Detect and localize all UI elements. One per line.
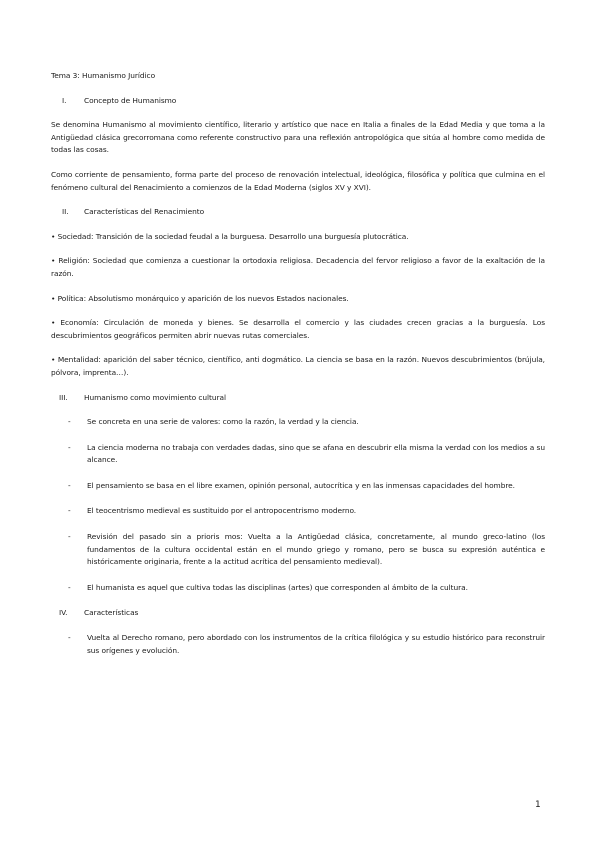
list-item-text: El teocentrismo medieval es sustituido por el antropocentrismo moderno. [87, 506, 357, 516]
section-title: Humanismo como movimiento cultural [84, 392, 226, 402]
dash-marker: - [68, 532, 71, 542]
list-item-text: Se concreta en una serie de valores: como la razón, la verdad y la ciencia. [87, 417, 359, 427]
document-body [51, 70, 545, 670]
section-number: IV. [59, 608, 68, 618]
dash-marker: - [68, 417, 71, 427]
list-item-text: Vuelta al Derecho romano, pero abordado con los instrumentos de la crítica filológica y su estudio histórico para reconstruir sus orígenes y evolución. [87, 633, 545, 655]
section-title: Concepto de Humanismo [84, 95, 177, 105]
dash-marker: - [68, 480, 71, 490]
list-item [51, 582, 545, 595]
paragraph: Se denomina Humanismo al movimiento científico, literario y artístico que nace en Italia a finales de la Edad Media y que toma a la Antigüedad clásica grecorromana como referente constructivo para una reflexión antropológica que sitúa al hombre como medida de todas las cosas. [51, 120, 545, 155]
list-item [51, 505, 545, 518]
section-number: I. [62, 95, 67, 105]
dash-marker: - [68, 442, 71, 452]
document-title: Tema 3: Humanismo Jurídico [51, 71, 156, 80]
section-title: Características [84, 608, 139, 618]
bullet-item: • Sociedad: Transición de la sociedad feudal a la burguesa. Desarrollo una burguesía plutocrática. [51, 231, 409, 241]
section-heading-4 [51, 607, 545, 620]
paragraph: Como corriente de pensamiento, forma parte del proceso de renovación intelectual, ideológica, filosófica y política que culmina en el fenómeno cultural del Renacimiento a comienzos de la Edad Moderna (siglos XV y XVI). [51, 169, 545, 192]
list-item [51, 416, 545, 429]
section-number: III. [59, 392, 68, 402]
bullet-item: • Mentalidad: aparición del saber técnico, científico, anti dogmático. La ciencia se basa en la razón. Nuevos descubrimientos (brújula, pólvora, imprenta…). [51, 355, 545, 377]
list-item-text: La ciencia moderna no trabaja con verdades dadas, sino que se afana en descubrir ella misma la verdad con los medios a su alcance. [87, 442, 545, 465]
list-item-text: El humanista es aquel que cultiva todas las disciplinas (artes) que corresponden al ámbito de la cultura. [87, 582, 468, 592]
list-item [51, 442, 545, 467]
section-heading-2 [51, 206, 545, 219]
bullet-item: • Política: Absolutismo monárquico y aparición de los nuevos Estados nacionales. [51, 293, 349, 303]
page-number: 1 [535, 800, 541, 810]
dash-marker: - [68, 582, 71, 592]
dash-marker: - [68, 633, 71, 643]
section-number: II. [62, 207, 69, 217]
section-title: Características del Renacimiento [84, 207, 205, 217]
section-heading-3 [51, 392, 545, 405]
list-item-text: El pensamiento se basa en el libre examen, opinión personal, autocrítica y en las inmensas capacidades del hombre. [87, 480, 515, 490]
list-item-text: Revisión del pasado sin a prioris mos: Vuelta a la Antigüedad clásica, concretamente, al mundo greco-latino (los fundamentos de la cultura occidental están en el mundo griego y romano, pero se busca su expresión auténtica e históricamente originaria, frente a la actitud acrítica del pensamiento medieval). [87, 532, 545, 567]
list-item [51, 480, 545, 493]
bullet-item: • Religión: Sociedad que comienza a cuestionar la ortodoxia religiosa. Decadencia del fervor religioso a favor de la exaltación de la razón. [51, 256, 545, 278]
section-heading-1 [51, 95, 545, 108]
dash-marker: - [68, 506, 71, 516]
bullet-item: • Economía: Circulación de moneda y bienes. Se desarrolla el comercio y las ciudades crecen gracias a la burguesía. Los descubrimientos geográficos permiten abrir nuevas rutas comerciales. [51, 318, 545, 340]
list-item [51, 531, 545, 569]
list-item [51, 632, 545, 657]
